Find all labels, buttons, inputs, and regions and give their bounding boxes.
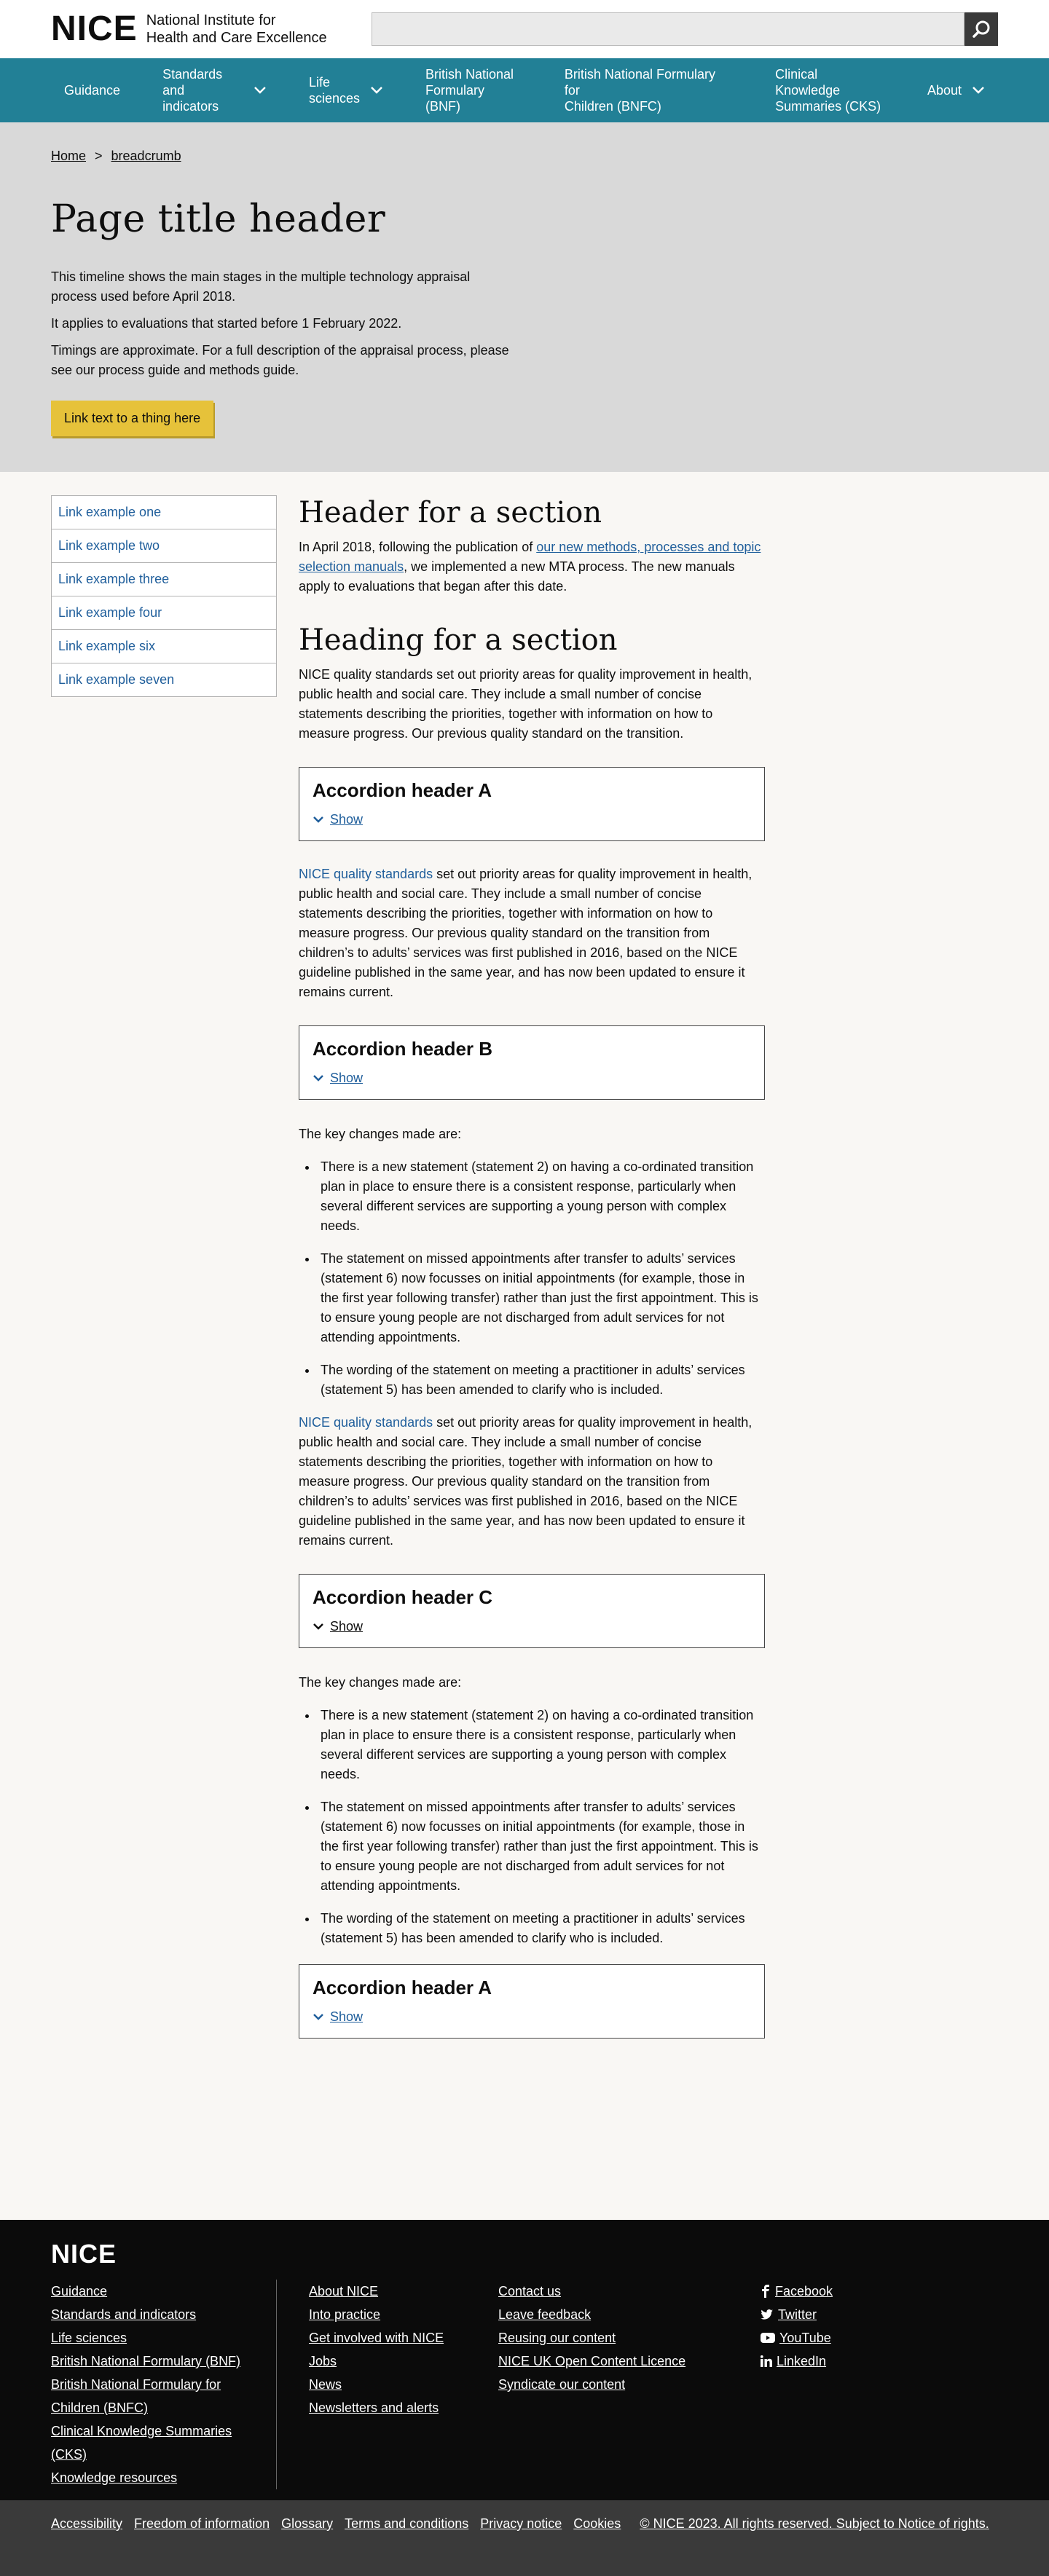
- logo-text: [146, 12, 327, 47]
- accordion-b[interactable]: [299, 1025, 765, 1100]
- footer-logo[interactable]: NICE: [51, 2239, 117, 2269]
- facebook-link[interactable]: [761, 2280, 833, 2303]
- accordion-a[interactable]: [299, 767, 765, 841]
- social-label: LinkedIn: [777, 2354, 827, 2368]
- footer-col-1: [51, 2280, 277, 2489]
- nav-label: Summaries (CKS): [775, 99, 881, 114]
- accordion-a-repeat[interactable]: [299, 1964, 765, 2039]
- chevron-down-icon: [254, 86, 267, 95]
- nav-label: sciences: [308, 91, 360, 106]
- breadcrumb-home[interactable]: Home: [51, 149, 87, 163]
- footer-link[interactable]: Get involved with NICE: [309, 2331, 444, 2345]
- logo-line-2: Health and Care Excellence: [146, 30, 327, 46]
- side-navigation: [51, 495, 277, 697]
- nav-label: Children (BNFC): [564, 99, 661, 114]
- footer-bottom-link[interactable]: Cookies: [573, 2516, 621, 2531]
- sidenav-link[interactable]: Link example seven: [58, 672, 175, 687]
- page-title: Page title header: [51, 197, 386, 241]
- manuals-link[interactable]: our new methods, processes and topic selection manuals: [299, 540, 761, 574]
- youtube-icon: [761, 2333, 775, 2343]
- list-item: • The wording of the statement on meeting a practitioner in adults’ services (statement 5) has been amended to clarify who is included.: [318, 1909, 765, 1948]
- accordion-header: Accordion header B: [313, 1038, 493, 1060]
- linkedin-icon: [761, 2355, 772, 2367]
- hero-paragraph: This timeline shows the main stages in the multiple technology appraisal process used before April 2018.: [51, 269, 471, 304]
- footer-link[interactable]: Jobs: [309, 2354, 337, 2368]
- quality-standards-link[interactable]: NICE quality standards: [299, 1415, 433, 1430]
- nav-label: Formulary (BNF): [425, 83, 485, 114]
- footer-link[interactable]: Guidance: [51, 2284, 108, 2299]
- footer-link[interactable]: Clinical Knowledge Summaries (CKS): [51, 2424, 232, 2462]
- footer-link[interactable]: News: [309, 2377, 342, 2392]
- footer-link[interactable]: NICE UK Open Content Licence: [498, 2354, 686, 2368]
- search-icon: [972, 20, 991, 39]
- chevron-down-icon: [313, 816, 324, 824]
- chevron-down-icon: [972, 86, 985, 95]
- show-label: Show: [330, 1619, 364, 1634]
- qs-paragraph: [299, 864, 765, 1002]
- footer-social: [761, 2280, 833, 2489]
- twitter-link[interactable]: [761, 2303, 833, 2326]
- nav-bnf[interactable]: [396, 58, 535, 122]
- sidenav-link[interactable]: Link example four: [52, 596, 276, 630]
- logo-line-1: National Institute for: [146, 12, 276, 28]
- key-changes-list: [299, 1706, 765, 1948]
- chevron-down-icon: [313, 2013, 324, 2021]
- nav-label: About: [927, 83, 962, 98]
- footer-bottom-link[interactable]: Terms and conditions: [345, 2516, 469, 2531]
- sidenav-link[interactable]: Link example two: [52, 529, 276, 563]
- footer-link[interactable]: British National Formulary (BNF): [51, 2354, 241, 2368]
- logo-mark: NICE: [51, 9, 138, 48]
- quality-paragraph: NICE quality standards set out priority areas for quality improvement in health, public health and social care. They include a small number of concise statements describing the priorities, together with information on how to measure progress. Our previous quality standard on the transition.: [299, 667, 753, 741]
- footer-link[interactable]: Into practice: [309, 2307, 381, 2322]
- nav-label: Standards: [162, 67, 223, 82]
- chevron-down-icon: [313, 1074, 324, 1082]
- text: set out priority areas for quality improvement in health, public health and social care. They include a small number of concise statements describing the priorities, together with information on how to measure progress. Our previous quality standard on the transition from children’s to adults’ services was first published in 2016, based on the NICE guideline published in the same year, and has now been updated to ensure it remains current.: [299, 1415, 753, 1548]
- site-footer: [0, 2220, 1049, 2500]
- accordion-toggle[interactable]: [313, 812, 751, 827]
- footer-col-2: [277, 2280, 498, 2489]
- sidenav-link[interactable]: Link example six: [52, 630, 276, 663]
- hero-paragraph: Timings are approximate. For a full description of the appraisal process, please see our process guide and methods guide.: [51, 343, 509, 377]
- nav-label: and indicators: [162, 83, 219, 114]
- footer-bottom-link[interactable]: Privacy notice: [480, 2516, 562, 2531]
- accordion-c[interactable]: [299, 1574, 765, 1648]
- facebook-icon: [761, 2285, 771, 2298]
- nav-standards[interactable]: [133, 58, 280, 122]
- footer-link[interactable]: Contact us: [498, 2284, 562, 2299]
- nav-life-sciences[interactable]: [280, 58, 396, 122]
- footer-bottom-bar: [0, 2500, 1049, 2576]
- article: [299, 495, 765, 2220]
- main-content-area: [0, 472, 1049, 2220]
- social-label: YouTube: [779, 2331, 831, 2345]
- footer-columns: [51, 2280, 998, 2489]
- footer-col-3: [498, 2280, 761, 2489]
- intro-paragraph: [299, 537, 765, 596]
- footer-link[interactable]: Reusing our content: [498, 2331, 616, 2345]
- sidenav-link[interactable]: Link example three: [52, 563, 276, 596]
- footer-bottom-link[interactable]: Accessibility: [51, 2516, 123, 2531]
- show-label: Show: [330, 1071, 364, 1085]
- show-label: Show: [330, 812, 364, 827]
- text: In April 2018, following the publication of: [299, 540, 537, 554]
- chevron-down-icon: [313, 1623, 324, 1631]
- accordion-toggle[interactable]: [313, 1619, 751, 1634]
- breadcrumb: [51, 149, 998, 164]
- footer-link[interactable]: Syndicate our content: [498, 2377, 626, 2392]
- nav-label: British National: [425, 67, 514, 82]
- footer-link[interactable]: British National Formulary for Children (BNFC): [51, 2377, 221, 2415]
- footer-link[interactable]: Life sciences: [51, 2331, 127, 2345]
- list-item: • There is a new statement (statement 2) on having a co-ordinated transition plan in place to ensure there is a consistent response, particularly when several different services are supporting a young person with complex needs.: [318, 1157, 765, 1236]
- nice-logo[interactable]: [51, 9, 327, 48]
- page-hero: [0, 122, 1049, 472]
- chevron-down-icon: [370, 86, 383, 95]
- accordion-header: Accordion header A: [313, 1977, 492, 1998]
- search-button[interactable]: [964, 12, 998, 46]
- site-header: [0, 0, 1049, 58]
- list-item: • The statement on missed appointments after transfer to adults’ services (statement 6) now focusses on initial appointments (for example, those in the first year following transfer) rather than just the first appointment. This is to ensure young people are not discharged from adult services for not attending appointments.: [318, 1797, 765, 1896]
- footer-link[interactable]: Leave feedback: [498, 2307, 592, 2322]
- footer-link[interactable]: Newsletters and alerts: [309, 2400, 439, 2415]
- linkedin-link[interactable]: [761, 2349, 833, 2373]
- key-changes-list: [299, 1157, 765, 1400]
- nav-label: Clinical Knowledge: [775, 67, 841, 98]
- text: , we implemented a new MTA process. The new manuals apply to evaluations that began after this date.: [299, 559, 735, 594]
- copyright-link[interactable]: © NICE 2023. All rights reserved. Subject to Notice of rights.: [640, 2516, 989, 2531]
- main-nav: [0, 58, 1049, 122]
- key-changes-label: The key changes made are:: [299, 1127, 462, 1141]
- nav-guidance[interactable]: [51, 58, 133, 122]
- sidenav-link[interactable]: Link example one: [52, 496, 276, 529]
- key-changes-label: The key changes made are:: [299, 1675, 462, 1690]
- hero-paragraph: It applies to evaluations that started before 1 February 2022.: [51, 316, 402, 331]
- nav-cks[interactable]: [746, 58, 898, 122]
- footer-link[interactable]: Knowledge resources: [51, 2470, 178, 2485]
- footer-link[interactable]: Standards and indicators: [51, 2307, 197, 2322]
- section-heading: Heading for a section: [299, 623, 618, 657]
- accordion-header: Accordion header C: [313, 1586, 493, 1608]
- qs-paragraph: [299, 1413, 765, 1551]
- footer-link[interactable]: About NICE: [309, 2284, 379, 2299]
- breadcrumb-separator: >: [95, 149, 103, 163]
- footer-bottom-link[interactable]: Freedom of information: [134, 2516, 270, 2531]
- accordion-toggle[interactable]: [313, 1071, 751, 1086]
- twitter-icon: [761, 2309, 774, 2320]
- nav-bnfc[interactable]: [535, 58, 746, 122]
- social-label: Facebook: [775, 2284, 833, 2299]
- nav-label: Life: [308, 75, 330, 90]
- nav-label: British National Formulary for: [564, 67, 715, 98]
- search-input[interactable]: [372, 12, 964, 46]
- cta-button[interactable]: Link text to a thing here: [51, 401, 213, 436]
- social-label: Twitter: [778, 2307, 817, 2322]
- quality-standards-link[interactable]: NICE quality standards: [299, 867, 433, 881]
- nav-label: Guidance: [64, 83, 121, 98]
- accordion-toggle[interactable]: [313, 2009, 751, 2025]
- list-item: • The wording of the statement on meeting a practitioner in adults’ services (statement 5) has been amended to clarify who is included.: [318, 1360, 765, 1400]
- nav-about[interactable]: [898, 58, 998, 122]
- search-bar: [372, 12, 998, 46]
- accordion-header: Accordion header A: [313, 779, 492, 801]
- list-item: • The statement on missed appointments after transfer to adults’ services (statement 6) now focusses on initial appointments (for example, those in the first year following transfer) rather than just the first appointment. This is to ensure young people are not discharged from adult services for not attending appointments.: [318, 1249, 765, 1347]
- show-label: Show: [330, 2009, 364, 2024]
- section-header: Header for a section: [299, 496, 602, 529]
- list-item: • There is a new statement (statement 2) on having a co-ordinated transition plan in place to ensure there is a consistent response, particularly when several different services are supporting a young person with complex needs.: [318, 1706, 765, 1784]
- youtube-link[interactable]: [761, 2326, 833, 2349]
- footer-bottom-link[interactable]: Glossary: [281, 2516, 334, 2531]
- breadcrumb-current[interactable]: breadcrumb: [111, 149, 181, 163]
- text: set out priority areas for quality improvement in health, public health and social care. They include a small number of concise statements describing the priorities, together with information on how to measure progress. Our previous quality standard on the transition from children’s to adults’ services was first published in 2016, based on the NICE guideline published in the same year, and has now been updated to ensure it remains current.: [299, 867, 753, 999]
